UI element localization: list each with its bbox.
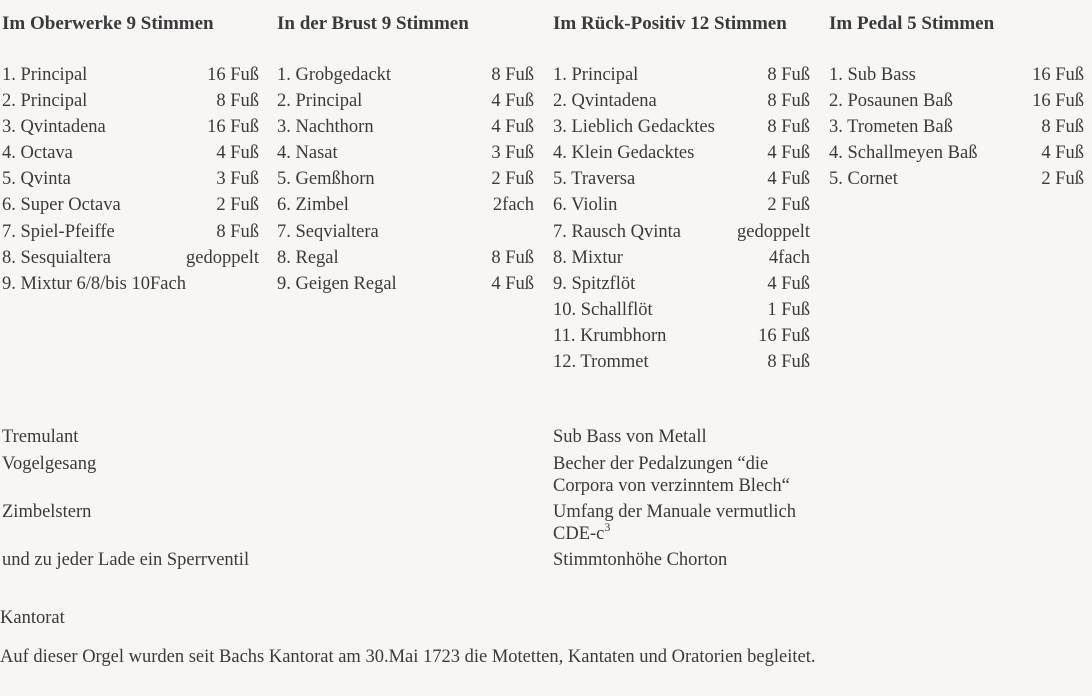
stop-row: [277, 88, 534, 114]
stop-row: [277, 192, 534, 218]
technical-becher-line1: Becher der Pedalzungen “die: [553, 454, 769, 474]
stop-name: 2. Qvintadena: [553, 91, 657, 112]
technical-stimmton: Stimmtonhöhe Chorton: [553, 550, 728, 570]
stop-size: 8 Fuß: [491, 65, 534, 85]
stop-name: 2. Posaunen Baß: [829, 91, 953, 112]
division-heading: In der Brust 9 Stimmen: [277, 13, 469, 34]
stop-name: 5. Gemßhorn: [277, 169, 375, 190]
accessory-zimbelstern: Zimbelstern: [2, 502, 92, 522]
stop-row: [277, 166, 534, 192]
stop-size: 8 Fuß: [767, 65, 810, 85]
stop-row: [553, 245, 810, 271]
stop-list: [2, 62, 259, 297]
stop-row: [2, 271, 259, 297]
stop-name: 3. Qvintadena: [2, 117, 106, 138]
stop-row: [2, 62, 259, 88]
stop-size: 4 Fuß: [491, 273, 534, 294]
stop-name: 9. Spitzflöt: [553, 273, 636, 294]
stop-name: 6. Super Octava: [2, 195, 121, 216]
stop-row: [829, 166, 1084, 192]
history-note: Auf dieser Orgel wurden seit Bachs Kantorat am 30.Mai 1723 die Motetten, Kantaten und Oratorien begleitet.: [0, 647, 816, 667]
stop-size: 2fach: [492, 195, 534, 216]
stop-size: 4 Fuß: [767, 273, 810, 294]
stop-list: [277, 62, 534, 297]
stop-row: [2, 245, 259, 271]
stop-row: [829, 88, 1084, 114]
stop-row: [553, 62, 810, 88]
division-heading: Im Pedal 5 Stimmen: [829, 13, 995, 34]
technical-umfang-line2: [553, 520, 611, 545]
stop-size: gedoppelt: [737, 221, 810, 242]
stop-size: 8 Fuß: [1041, 117, 1084, 138]
stop-row: [2, 88, 259, 114]
stop-name: 4. Nasat: [277, 143, 338, 164]
stop-size: 16 Fuß: [1032, 91, 1084, 112]
stop-name: 2. Principal: [277, 91, 363, 112]
stop-name: 11. Krumbhorn: [553, 325, 667, 346]
accessory-tremulant: Tremulant: [2, 427, 79, 447]
stop-name: 6. Violin: [553, 195, 618, 216]
stop-size: 16 Fuß: [207, 117, 259, 138]
umfang-range: CDE-c: [553, 524, 605, 544]
stop-size: 4fach: [768, 247, 810, 268]
stop-name: 4. Schallmeyen Baß: [829, 143, 978, 164]
division-pedal: [829, 12, 1084, 190]
stop-size: 8 Fuß: [767, 352, 810, 373]
stop-size: 16 Fuß: [207, 65, 259, 85]
stop-size: 4 Fuß: [1041, 143, 1084, 164]
stop-name: 3. Lieblich Gedacktes: [553, 117, 715, 138]
division-heading: Im Rück-Positiv 12 Stimmen: [553, 13, 787, 34]
technical-block: [553, 426, 853, 576]
stop-name: 5. Cornet: [829, 169, 898, 190]
stop-row: [553, 166, 810, 192]
stop-name: 8. Sesquialtera: [2, 247, 111, 268]
stop-name: 1. Sub Bass: [829, 65, 916, 85]
stop-name: 7. Rausch Qvinta: [553, 221, 681, 242]
stop-row: [553, 88, 810, 114]
stop-name: 5. Traversa: [553, 169, 636, 190]
stop-row: [277, 140, 534, 166]
technical-sub-bass: Sub Bass von Metall: [553, 427, 707, 447]
stop-size: 1 Fuß: [767, 299, 810, 320]
section-label-kantorat: Kantorat: [0, 608, 65, 628]
stop-size: 8 Fuß: [767, 91, 810, 112]
accessory-sperrventil: und zu jeder Lade ein Sperrventil: [2, 550, 250, 570]
stop-name: 12. Trommet: [553, 352, 649, 373]
stop-name: 8. Mixtur: [553, 247, 623, 268]
stop-row: [277, 219, 534, 245]
stop-row: [829, 62, 1084, 88]
division-brust: [277, 12, 534, 294]
stop-name: 5. Qvinta: [2, 169, 71, 190]
stop-size: 8 Fuß: [216, 91, 259, 112]
technical-umfang-line1: Umfang der Manuale vermutlich: [553, 502, 796, 522]
stop-size: 8 Fuß: [216, 221, 259, 242]
stop-size: 2 Fuß: [216, 195, 259, 216]
stop-name: 9. Mixtur 6/8/bis 10Fach: [2, 273, 186, 294]
stop-name: 4. Klein Gedacktes: [553, 143, 695, 164]
stop-size: 2 Fuß: [1041, 169, 1084, 190]
technical-becher-line2: Corpora von verzinntem Blech“: [553, 476, 790, 496]
stop-size: 4 Fuß: [491, 91, 534, 112]
umfang-superscript: 3: [604, 520, 611, 534]
stop-name: 1. Principal: [2, 65, 88, 85]
division-heading: Im Oberwerke 9 Stimmen: [2, 13, 214, 34]
stop-size: 3 Fuß: [216, 169, 259, 190]
stop-row: [277, 245, 534, 271]
stop-size: 4 Fuß: [767, 169, 810, 190]
stop-size: 4 Fuß: [216, 143, 259, 164]
stop-row: [553, 140, 810, 166]
stop-list: [829, 62, 1084, 192]
stop-size: 3 Fuß: [491, 143, 534, 164]
stop-size: 4 Fuß: [767, 143, 810, 164]
stop-row: [2, 192, 259, 218]
stop-row: [277, 62, 534, 88]
stop-row: [553, 349, 810, 375]
stop-row: [277, 271, 534, 297]
stop-size: 16 Fuß: [758, 325, 810, 346]
stop-row: [2, 114, 259, 140]
stop-name: 7. Spiel-Pfeiffe: [2, 221, 115, 242]
stop-name: 1. Grobgedackt: [277, 65, 392, 85]
stop-row: [2, 166, 259, 192]
stop-row: [2, 219, 259, 245]
stop-row: [553, 219, 810, 245]
stop-list: [553, 62, 810, 375]
accessory-vogelgesang: Vogelgesang: [2, 454, 97, 474]
stop-row: [277, 114, 534, 140]
division-oberwerk: [2, 12, 259, 294]
stop-size: 2 Fuß: [491, 169, 534, 190]
stop-size: 8 Fuß: [767, 117, 810, 138]
accessories-block: [2, 426, 302, 576]
stop-size: gedoppelt: [186, 247, 259, 268]
stop-size: 2 Fuß: [767, 195, 810, 216]
stop-size: 16 Fuß: [1032, 65, 1084, 85]
stop-size: 4 Fuß: [491, 117, 534, 138]
stop-name: 4. Octava: [2, 143, 73, 164]
division-rueckpositiv: [553, 12, 810, 373]
stop-row: [829, 140, 1084, 166]
stop-row: [2, 140, 259, 166]
stop-name: 3. Trometen Baß: [829, 117, 953, 138]
stop-row: [553, 323, 810, 349]
stop-row: [553, 192, 810, 218]
stop-name: 10. Schallflöt: [553, 299, 653, 320]
stop-name: 6. Zimbel: [277, 195, 349, 216]
stop-row: [553, 271, 810, 297]
stop-name: 3. Nachthorn: [277, 117, 374, 138]
stop-name: 1. Principal: [553, 65, 639, 85]
stop-row: [829, 114, 1084, 140]
stop-size: 8 Fuß: [491, 247, 534, 268]
stop-name: 2. Principal: [2, 91, 88, 112]
stop-name: 7. Seqvialtera: [277, 221, 379, 242]
stop-name: 8. Regal: [277, 247, 339, 268]
stop-row: [553, 297, 810, 323]
stop-name: 9. Geigen Regal: [277, 273, 397, 294]
stop-row: [553, 114, 810, 140]
